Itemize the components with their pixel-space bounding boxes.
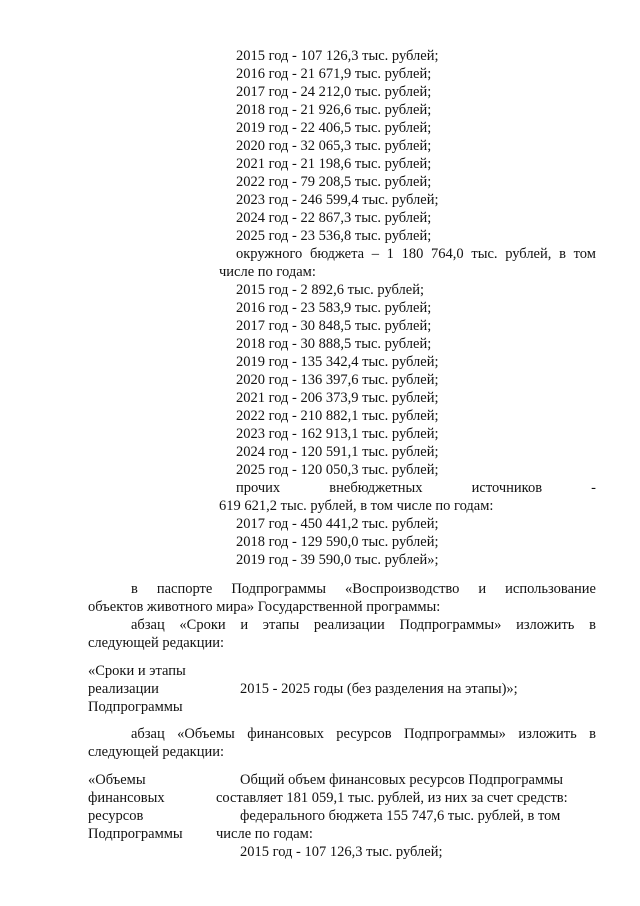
year-line: 2015 год - 2 892,6 тыс. рублей;: [236, 282, 424, 298]
year-line: 2018 год - 21 926,6 тыс. рублей;: [236, 102, 432, 118]
year-line: 2017 год - 30 848,5 тыс. рублей;: [236, 318, 432, 334]
year-line: 2019 год - 135 342,4 тыс. рублей;: [236, 354, 439, 370]
year-line: 2023 год - 246 599,4 тыс. рублей;: [236, 192, 439, 208]
passport-paragraph: в паспорте Подпрограммы «Воспроизводство и использование: [131, 581, 596, 597]
year-line: 2021 год - 21 198,6 тыс. рублей;: [236, 156, 432, 172]
obemy-label: финансовых: [88, 790, 165, 806]
obemy-text: федерального бюджета 155 747,6 тыс. рублей, в том: [240, 808, 561, 824]
extrabudget-line: прочих внебюджетных источников -: [236, 480, 596, 496]
obemy-text: составляет 181 059,1 тыс. рублей, из них за счет средств:: [216, 790, 568, 806]
year-line: 2024 год - 120 591,1 тыс. рублей;: [236, 444, 439, 460]
abzac-sroki-paragraph: абзац «Сроки и этапы реализации Подпрограммы» изложить в: [131, 617, 596, 633]
obemy-text: 2015 год - 107 126,3 тыс. рублей;: [240, 844, 443, 860]
year-line: 2017 год - 24 212,0 тыс. рублей;: [236, 84, 432, 100]
abzac-sroki-line2: следующей редакции:: [88, 635, 225, 651]
year-line: 2020 год - 32 065,3 тыс. рублей;: [236, 138, 432, 154]
year-line: 2019 год - 39 590,0 тыс. рублей»;: [236, 552, 439, 568]
passport-paragraph-line2: объектов животного мира» Государственной программы:: [88, 599, 441, 615]
year-line: 2018 год - 30 888,5 тыс. рублей;: [236, 336, 432, 352]
year-line: 2025 год - 23 536,8 тыс. рублей;: [236, 228, 432, 244]
year-line: 2021 год - 206 373,9 тыс. рублей;: [236, 390, 439, 406]
year-line: 2016 год - 23 583,9 тыс. рублей;: [236, 300, 432, 316]
obemy-label: «Объемы: [88, 772, 146, 788]
year-line: 2015 год - 107 126,3 тыс. рублей;: [236, 48, 439, 64]
year-line: 2017 год - 450 441,2 тыс. рублей;: [236, 516, 439, 532]
year-line: 2016 год - 21 671,9 тыс. рублей;: [236, 66, 432, 82]
obemy-label: Подпрограммы: [88, 826, 183, 842]
year-line: 2022 год - 79 208,5 тыс. рублей;: [236, 174, 432, 190]
district-budget-line2: числе по годам:: [219, 264, 316, 280]
year-line: 2018 год - 129 590,0 тыс. рублей;: [236, 534, 439, 550]
abzac-obemy-paragraph: абзац «Объемы финансовых ресурсов Подпрограммы» изложить в: [131, 726, 596, 742]
sroki-label: Подпрограммы: [88, 699, 183, 715]
sroki-value: 2015 - 2025 годы (без разделения на этапы)»;: [240, 681, 518, 697]
year-line: 2023 год - 162 913,1 тыс. рублей;: [236, 426, 439, 442]
sroki-label: реализации: [88, 681, 159, 697]
year-line: 2022 год - 210 882,1 тыс. рублей;: [236, 408, 439, 424]
obemy-text: Общий объем финансовых ресурсов Подпрограммы: [240, 772, 564, 788]
obemy-text: числе по годам:: [216, 826, 313, 842]
sroki-label: «Сроки и этапы: [88, 663, 186, 679]
year-line: 2020 год - 136 397,6 тыс. рублей;: [236, 372, 439, 388]
abzac-obemy-line2: следующей редакции:: [88, 744, 225, 760]
year-line: 2019 год - 22 406,5 тыс. рублей;: [236, 120, 432, 136]
obemy-label: ресурсов: [88, 808, 144, 824]
district-budget-line: окружного бюджета – 1 180 764,0 тыс. рублей, в том: [236, 246, 596, 262]
year-line: 2024 год - 22 867,3 тыс. рублей;: [236, 210, 432, 226]
year-line: 2025 год - 120 050,3 тыс. рублей;: [236, 462, 439, 478]
extrabudget-line2: 619 621,2 тыс. рублей, в том числе по годам:: [219, 498, 494, 514]
